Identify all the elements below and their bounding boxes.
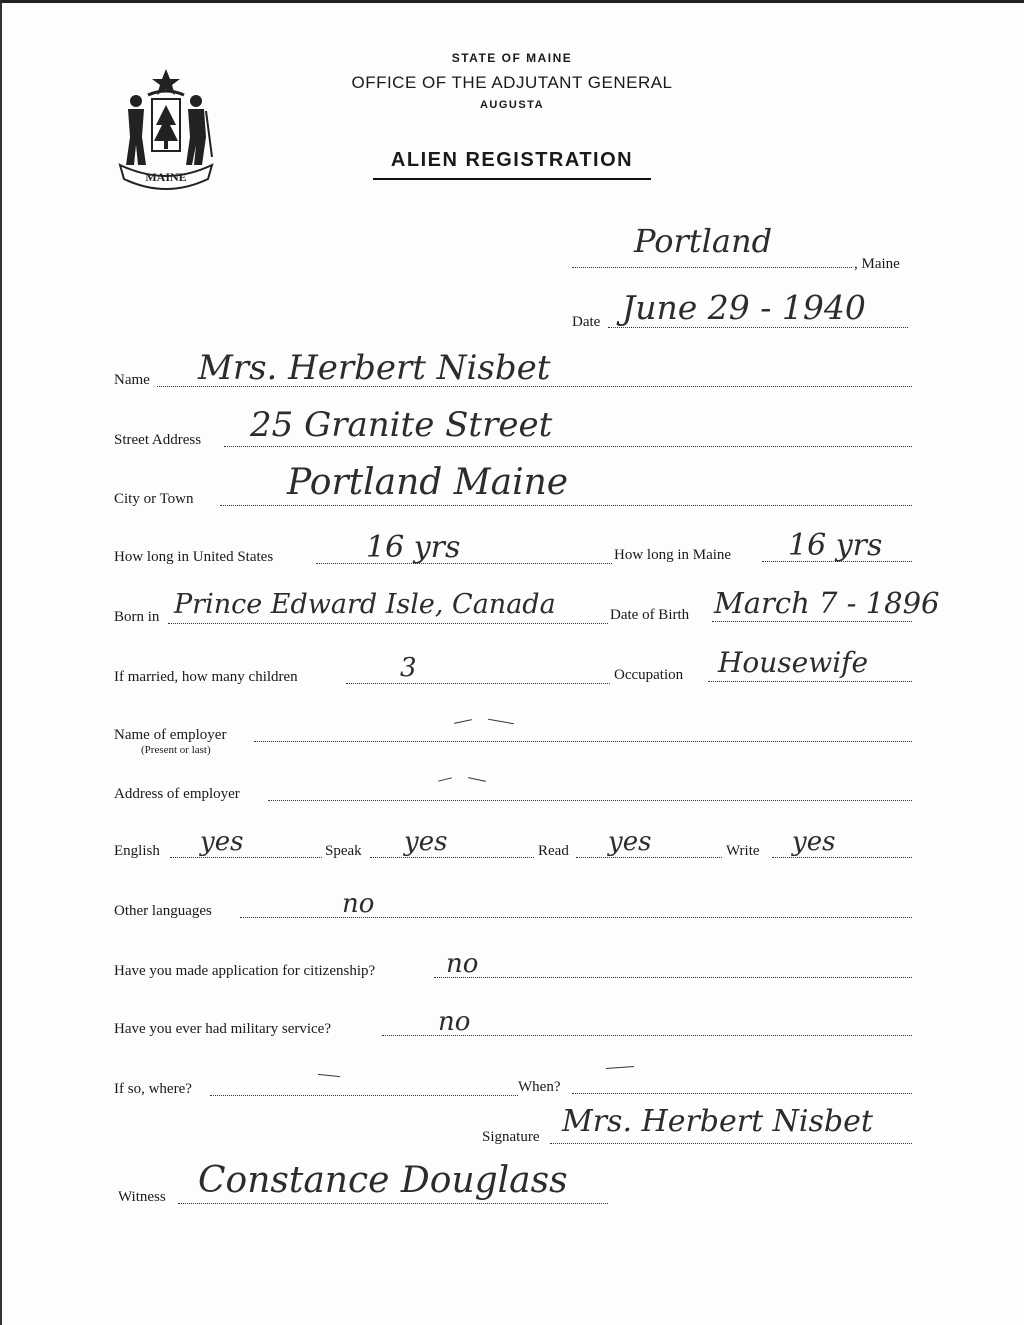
employer-label: Name of employer xyxy=(114,727,227,743)
children-label: If married, how many children xyxy=(114,669,298,685)
speak-value: yes xyxy=(404,827,448,857)
date-of-birth-label: Date of Birth xyxy=(610,607,690,623)
occupation-value: Housewife xyxy=(718,646,869,679)
children-value: 3 xyxy=(400,653,417,683)
write-value: yes xyxy=(792,827,836,857)
write-label: Write xyxy=(726,843,760,859)
date-value: June 29 - 1940 xyxy=(622,288,866,327)
city-line xyxy=(220,505,912,506)
how-long-us-label: How long in United States xyxy=(114,549,274,565)
witness-line xyxy=(178,1203,608,1204)
read-value: yes xyxy=(608,827,652,857)
born-in-label: Born in xyxy=(114,609,160,625)
place-value: Portland xyxy=(634,222,773,260)
how-long-maine-label: How long in Maine xyxy=(614,547,732,563)
read-label: Read xyxy=(538,843,569,859)
form-title: ALIEN REGISTRATION xyxy=(362,149,662,180)
employer-note: (Present or last) xyxy=(141,744,211,756)
other-languages-label: Other languages xyxy=(114,903,212,919)
date-line xyxy=(608,327,908,328)
citizenship-line xyxy=(434,977,912,978)
military-value: no xyxy=(438,1007,471,1037)
how-long-us-line xyxy=(316,563,612,564)
where-dash-mark xyxy=(318,1074,340,1077)
letterhead xyxy=(302,51,722,111)
occupation-label: Occupation xyxy=(614,667,684,683)
english-line xyxy=(170,857,322,858)
how-long-maine-value: 16 yrs xyxy=(788,528,883,563)
street-line xyxy=(224,446,912,447)
employer-dash-mark xyxy=(488,719,514,724)
signature-label: Signature xyxy=(482,1129,540,1145)
name-value: Mrs. Herbert Nisbet xyxy=(198,348,551,388)
street-value: 25 Granite Street xyxy=(250,405,553,445)
employer-address-label: Address of employer xyxy=(114,786,240,802)
date-of-birth-value: March 7 - 1896 xyxy=(714,586,940,620)
military-label: Have you ever had military service? xyxy=(114,1021,331,1037)
other-languages-line xyxy=(240,917,912,918)
office-name: OFFICE OF THE ADJUTANT GENERAL xyxy=(351,73,673,92)
maine-label: , Maine xyxy=(854,256,900,272)
speak-line xyxy=(370,857,534,858)
title-underline xyxy=(373,178,651,180)
read-line xyxy=(576,857,722,858)
city-value: Portland Maine xyxy=(287,462,569,503)
speak-label: Speak xyxy=(325,843,362,859)
occupation-line xyxy=(708,681,912,682)
maine-seal-icon xyxy=(112,65,220,193)
employer-dash-mark xyxy=(454,719,472,724)
how-long-us-value: 16 yrs xyxy=(366,530,461,565)
children-line xyxy=(346,683,610,684)
citizenship-value: no xyxy=(446,949,479,979)
signature-line xyxy=(550,1143,912,1144)
english-label: English xyxy=(114,843,160,859)
employer-address-dash-mark xyxy=(438,777,452,781)
write-line xyxy=(772,857,912,858)
born-in-value: Prince Edward Isle, Canada xyxy=(174,589,556,620)
state-name: STATE OF MAINE xyxy=(451,51,573,65)
date-of-birth-line xyxy=(712,621,912,622)
when-label: When? xyxy=(518,1079,561,1095)
born-in-line xyxy=(168,623,608,624)
witness-value: Constance Douglass xyxy=(198,1160,568,1201)
where-line xyxy=(210,1095,518,1096)
employer-address-line xyxy=(268,800,912,801)
witness-label: Witness xyxy=(118,1189,166,1205)
name-label: Name xyxy=(114,372,150,388)
office-city: AUGUSTA xyxy=(479,99,545,111)
svg-text:MAINE: MAINE xyxy=(145,170,187,184)
citizenship-label: Have you made application for citizenship? xyxy=(114,963,376,979)
place-line xyxy=(572,267,852,268)
other-languages-value: no xyxy=(342,889,375,919)
when-line xyxy=(572,1093,912,1094)
street-label: Street Address xyxy=(114,432,202,448)
employer-address-dash-mark xyxy=(468,777,486,782)
city-label: City or Town xyxy=(114,491,194,507)
signature-value: Mrs. Herbert Nisbet xyxy=(562,1104,873,1139)
where-label: If so, where? xyxy=(114,1081,192,1097)
english-value: yes xyxy=(200,827,244,857)
date-label: Date xyxy=(572,314,601,330)
employer-line xyxy=(254,741,912,742)
when-dash-mark xyxy=(606,1066,634,1069)
